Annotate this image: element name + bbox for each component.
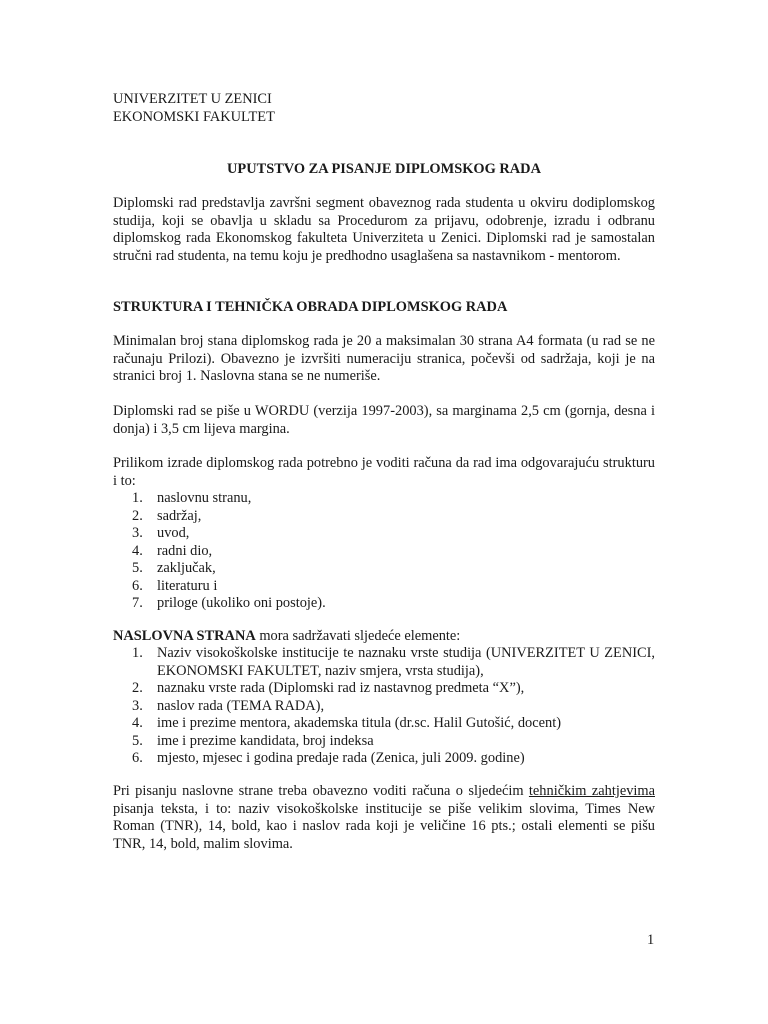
- institution-header: [113, 91, 655, 126]
- title-page-list-item: 1. Naziv visokoškolske institucije te naznaku vrste studija (UNIVERZITET U ZENICI, EKONOMSKI FAKULTET, naziv smjera, vrsta studija),: [132, 645, 655, 679]
- title-page-label: NASLOVNA STRANA: [113, 628, 256, 644]
- title-page-list-wrapper: [113, 645, 655, 768]
- title-page-list-item: 5. ime i prezime kandidata, broj indeksa: [132, 732, 374, 749]
- structure-list-item: 7. priloge (ukoliko oni postoje).: [132, 595, 326, 611]
- paragraph-page-count: Minimalan broj stana diplomskog rada je 20 a maksimalan 30 strana A4 formata (u rad se ne računaju Prilozi). Obavezno je izvršiti numeraciju stranica, počevši od sadržaja, koji je na stranici broj 1. Naslovna stana se ne numeriše.: [113, 333, 655, 384]
- title-page-list-item: 2. naznaku vrste rada (Diplomski rad iz nastavnog predmeta “X”),: [132, 680, 525, 696]
- document-title: UPUTSTVO ZA PISANJE DIPLOMSKOG RADA: [227, 161, 541, 177]
- structure-list-item: 5. zaključak,: [132, 560, 216, 576]
- structure-list: [113, 490, 655, 613]
- paragraph-structure-intro: Prilikom izrade diplomskog rada potrebno je voditi računa da rad ima odgovarajuću strukturu i to:: [113, 455, 655, 489]
- technical-requirements-paragraph: Pri pisanju naslovne strane treba obavezno voditi računa o sljedećim tehničkim zahtjevima pisanja teksta, i to: naziv visokoškolske institucije se piše velikim slovima, Times New Roman (TNR), 14, bold, kao i naslov rada koji je veličine 16 pts.; ostali elementi se pišu TNR, 14, bold, malim slovima.: [113, 783, 655, 852]
- title-page-elements-list: [113, 645, 655, 768]
- title-page-list-item: 4. ime i prezime mentora, akademska titula (dr.sc. Halil Gutošić, docent): [132, 715, 562, 731]
- structure-list-item: 4. radni dio,: [132, 542, 213, 559]
- paragraph-word-margins: Diplomski rad se piše u WORDU (verzija 1997-2003), sa marginama 2,5 cm (gornja, desna i donja) i 3,5 cm lijeva margina.: [113, 403, 655, 437]
- faculty-name: EKONOMSKI FAKULTET: [113, 108, 275, 125]
- title-page-lead-text: mora sadržavati sljedeće elemente:: [255, 628, 461, 644]
- title-page-list-item: 3. naslov rada (TEMA RADA),: [132, 697, 325, 714]
- title-page-lead: [113, 628, 655, 646]
- structure-list-item: 2. sadržaj,: [132, 507, 202, 524]
- title-page-list-item: 6. mjesto, mjesec i godina predaje rada (Zenica, juli 2009. godine): [132, 750, 525, 766]
- university-name: UNIVERZITET U ZENICI: [113, 91, 272, 107]
- section-heading-structure: STRUKTURA I TEHNIČKA OBRADA DIPLOMSKOG RADA: [113, 299, 508, 315]
- structure-list-item: 1. naslovnu stranu,: [132, 490, 252, 506]
- intro-paragraph: Diplomski rad predstavlja završni segment obaveznog rada studenta u okviru dodiplomskog studija, koji se obavlja u skladu sa Procedurom za prijavu, odobrenje, izradu i odbranu diplomskog rada Ekonomskog fakulteta Univerziteta u Zenici. Diplomski rad je samostalan stručni rad studenta, na temu koju je predhodno usaglašena sa nastavnikom - mentorom.: [113, 195, 655, 264]
- page-number: 1: [647, 932, 655, 948]
- structure-list-item: 6. literaturu i: [132, 577, 218, 594]
- structure-list-wrapper: [113, 490, 655, 613]
- structure-list-item: 3. uvod,: [132, 525, 190, 541]
- technical-requirements-underlined: tehničkim zahtjevima: [528, 783, 655, 799]
